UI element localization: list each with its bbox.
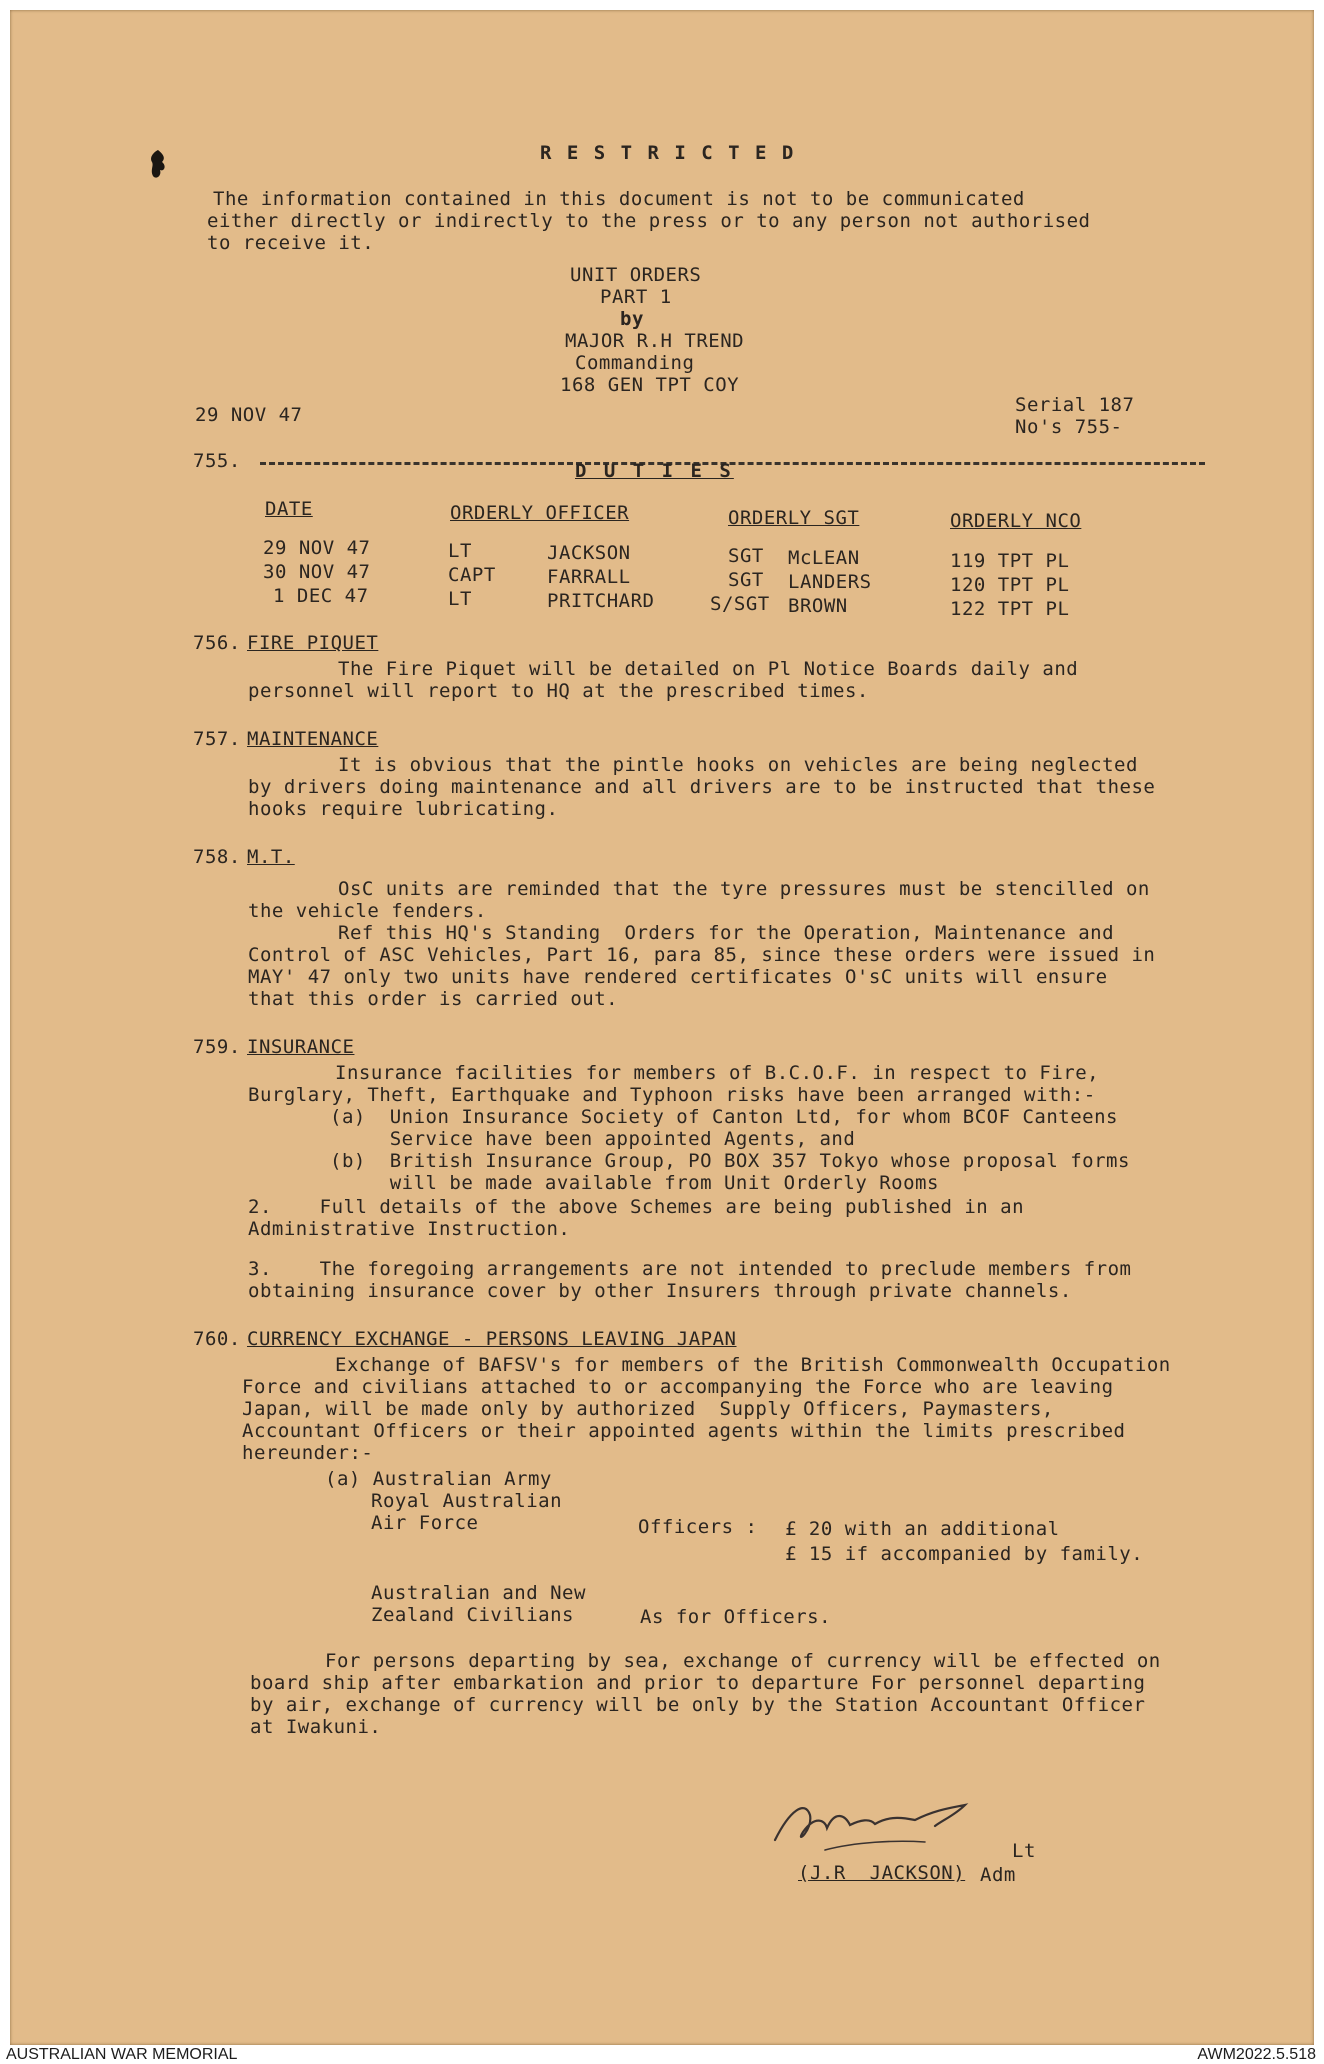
section-758-line-1: OsC units are reminded that the tyre pressures must be stencilled on <box>338 878 1150 900</box>
duties-col-nco: ORDERLY NCO <box>950 510 1082 532</box>
section-758-line-4: Control of ASC Vehicles, Part 16, para 85, since these orders were issued in <box>248 944 1156 966</box>
footer-reference: AWM2022.5.518 <box>1197 2046 1316 2063</box>
officers-label: Officers : <box>638 1516 758 1538</box>
section-759-line-8: Administrative Instruction. <box>248 1218 571 1240</box>
officers-limit-2: £ 15 if accompanied by family. <box>785 1543 1144 1565</box>
section-757-number: 757. <box>193 728 241 750</box>
order-numbers: No's 755- <box>1015 416 1123 438</box>
section-758-line-5: MAY' 47 only two units have rendered certificates O'sC units will ensure <box>248 966 1108 988</box>
civilians-limit: As for Officers. <box>640 1606 832 1628</box>
duty-row-2-nco: 120 TPT PL <box>950 574 1070 596</box>
item-a-line-1: (a) Australian Army <box>325 1468 552 1490</box>
duty-row-2-officer: FARRALL <box>547 566 631 588</box>
section-758-line-6: that this order is carried out. <box>248 988 619 1010</box>
section-759-line-7: 2. Full details of the above Schemes are being published in an <box>248 1196 1025 1218</box>
section-760-heading: CURRENCY EXCHANGE - PERSONS LEAVING JAPAN <box>247 1328 737 1350</box>
civilians-line-1: Australian and New <box>371 1582 586 1604</box>
order-date: 29 NOV 47 <box>195 404 303 426</box>
section-757-heading: MAINTENANCE <box>247 728 379 750</box>
section-758-heading: M.T. <box>247 846 295 868</box>
signatory-rank: Lt <box>1012 1840 1036 1862</box>
classification-heading: R E S T R I C T E D <box>540 142 796 164</box>
section-759-line-6: will be made available from Unit Orderly Rooms <box>330 1172 939 1194</box>
section-756-line-1: The Fire Piquet will be detailed on Pl Notice Boards daily and <box>338 658 1079 680</box>
duty-row-3-officer: PRITCHARD <box>547 590 655 612</box>
section-760-number: 760. <box>193 1328 241 1350</box>
section-755-number: 755. <box>193 450 241 472</box>
title-line-1: UNIT ORDERS <box>570 264 702 286</box>
duty-row-3-rank: LT <box>448 588 472 610</box>
civilians-line-2: Zealand Civilians <box>371 1604 574 1626</box>
duty-row-1-officer: JACKSON <box>547 542 631 564</box>
item-a-line-2: Royal Australian <box>371 1490 563 1512</box>
section-756-line-2: personnel will report to HQ at the prescribed times. <box>248 680 869 702</box>
closing-line-1: For persons departing by sea, exchange of currency will be effected on <box>325 1650 1161 1672</box>
signatory-role: Adm <box>980 1864 1016 1886</box>
section-760-line-2: Force and civilians attached to or accompanying the Force who are leaving <box>242 1376 1114 1398</box>
officers-limit-1: £ 20 with an additional <box>785 1518 1060 1540</box>
commanding-label: Commanding <box>575 352 695 374</box>
footer-institution: AUSTRALIAN WAR MEMORIAL <box>6 2046 238 2063</box>
duties-col-sgt: ORDERLY SGT <box>728 507 860 529</box>
duty-row-1-sgt: McLEAN <box>788 547 860 569</box>
item-a-line-3: Air Force <box>371 1512 479 1534</box>
section-759-line-5: (b) British Insurance Group, PO BOX 357 Tokyo whose proposal forms <box>330 1150 1130 1172</box>
duties-heading: D U T I E S <box>575 460 734 482</box>
duty-row-3-sgt-rank: S/SGT <box>710 593 770 615</box>
section-760-line-4: Accountant Officers or their appointed agents within the limits prescribed <box>242 1420 1126 1442</box>
document-page <box>10 10 1314 2045</box>
section-756-heading: FIRE PIQUET <box>247 632 379 654</box>
unit-name: 168 GEN TPT COY <box>560 374 740 396</box>
section-757-line-1: It is obvious that the pintle hooks on vehicles are being neglected <box>338 754 1138 776</box>
ink-blot <box>148 148 170 182</box>
section-757-line-3: hooks require lubricating. <box>248 798 559 820</box>
duty-row-1-date: 29 NOV 47 <box>263 537 371 559</box>
notice-line-1: The information contained in this document is not to be communicated <box>213 188 1025 210</box>
section-759-line-1: Insurance facilities for members of B.C.O.F. in respect to Fire, <box>335 1062 1100 1084</box>
duty-row-3-sgt: BROWN <box>788 595 848 617</box>
section-760-line-1: Exchange of BAFSV's for members of the British Commonwealth Occupation <box>335 1354 1171 1376</box>
commander-name: MAJOR R.H TREND <box>565 330 745 352</box>
signatory-name: (J.R JACKSON) <box>798 1862 966 1884</box>
section-759-line-9: 3. The foregoing arrangements are not intended to preclude members from <box>248 1258 1132 1280</box>
section-759-line-2: Burglary, Theft, Earthquake and Typhoon risks have been arranged with:- <box>248 1084 1096 1106</box>
title-line-2: PART 1 <box>600 286 672 308</box>
duty-row-1-sgt-rank: SGT <box>728 545 764 567</box>
title-line-3: by <box>620 308 644 330</box>
duty-row-3-date: 1 DEC 47 <box>273 585 369 607</box>
section-758-number: 758. <box>193 846 241 868</box>
duties-col-date: DATE <box>265 498 313 520</box>
section-759-line-10: obtaining insurance cover by other Insurers through private channels. <box>248 1280 1072 1302</box>
handwritten-signature <box>765 1780 1035 1870</box>
section-759-heading: INSURANCE <box>247 1036 355 1058</box>
section-759-number: 759. <box>193 1036 241 1058</box>
duties-col-officer: ORDERLY OFFICER <box>450 502 630 524</box>
section-759-line-4: Service have been appointed Agents, and <box>330 1128 856 1150</box>
duty-row-1-nco: 119 TPT PL <box>950 550 1070 572</box>
duty-row-2-date: 30 NOV 47 <box>263 561 371 583</box>
closing-line-3: by air, exchange of currency will be only by the Station Accountant Officer <box>250 1694 1146 1716</box>
closing-line-2: board ship after embarkation and prior to departure For personnel departing <box>250 1672 1146 1694</box>
serial-number: Serial 187 <box>1015 394 1135 416</box>
duty-row-2-rank: CAPT <box>448 564 496 586</box>
duty-row-1-rank: LT <box>448 540 472 562</box>
duty-row-2-sgt: LANDERS <box>788 571 872 593</box>
section-759-line-3: (a) Union Insurance Society of Canton Ltd, for whom BCOF Canteens <box>330 1106 1118 1128</box>
notice-line-2: either directly or indirectly to the press or to any person not authorised <box>207 210 1091 232</box>
section-758-line-2: the vehicle fenders. <box>248 900 487 922</box>
section-760-line-3: Japan, will be made only by authorized Supply Officers, Paymasters, <box>242 1398 1054 1420</box>
section-758-line-3: Ref this HQ's Standing Orders for the Operation, Maintenance and <box>338 922 1115 944</box>
closing-line-4: at Iwakuni. <box>250 1716 382 1738</box>
duty-row-2-sgt-rank: SGT <box>728 569 764 591</box>
section-756-number: 756. <box>193 632 241 654</box>
notice-line-3: to receive it. <box>207 232 375 254</box>
section-760-line-5: hereunder:- <box>242 1442 374 1464</box>
section-757-line-2: by drivers doing maintenance and all drivers are to be instructed that these <box>248 776 1156 798</box>
duty-row-3-nco: 122 TPT PL <box>950 598 1070 620</box>
